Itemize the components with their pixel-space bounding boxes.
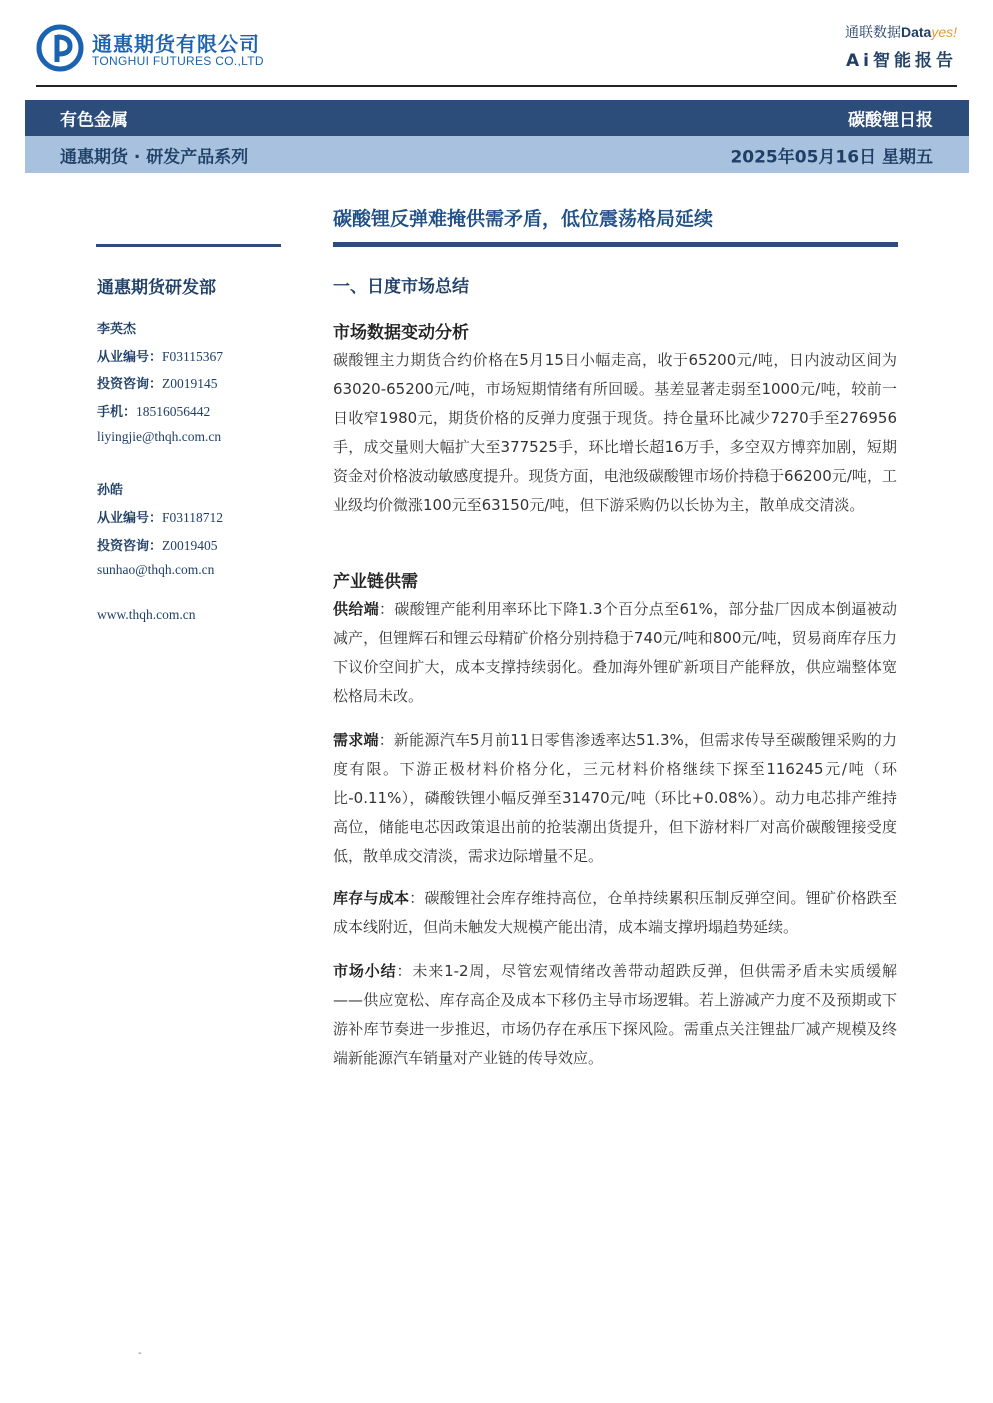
series-label: 通惠期货 · 研发产品系列 xyxy=(60,147,249,167)
website-url[interactable]: www.thqh.com.cn xyxy=(97,607,196,622)
report-type-label: 碳酸锂日报 xyxy=(848,110,933,131)
datayes-logo xyxy=(817,22,957,72)
analyst-phone xyxy=(97,401,210,420)
subsection-title: 产业链供需 xyxy=(333,572,418,592)
header-band-dark xyxy=(25,100,969,136)
footer-mark: - xyxy=(138,1348,142,1359)
license-value: F03118712 xyxy=(162,510,224,525)
supply-label: 供给端 xyxy=(333,600,380,618)
analyst-name: 李英杰 xyxy=(97,322,137,337)
title-divider xyxy=(333,242,898,247)
department-name: 通惠期货研发部 xyxy=(97,278,216,298)
summary-label: 市场小结 xyxy=(333,962,397,980)
consult-label: 投资咨询： xyxy=(97,377,163,392)
company-name-cn: 通惠期货有限公司 xyxy=(92,32,260,56)
analyst-consult xyxy=(97,373,218,392)
paragraph-demand xyxy=(333,726,897,871)
inventory-text: ：碳酸锂社会库存维持高位，仓单持续累积压制反弹空间。锂矿价格跌至成本线附近，但尚未触发大规模产能出清，成本端支撑坍塌趋势延续。 xyxy=(333,889,897,936)
subsection-title: 市场数据变动分析 xyxy=(333,323,469,343)
analyst-license xyxy=(97,346,223,365)
license-value: F03115367 xyxy=(162,349,224,364)
company-logo xyxy=(36,24,276,74)
analyst-consult xyxy=(97,535,218,554)
analyst-email[interactable] xyxy=(97,562,214,578)
consult-value: Z0019405 xyxy=(162,538,218,553)
datayes-brand-text: Data xyxy=(900,24,932,40)
license-label: 从业编号： xyxy=(97,350,163,365)
report-title: 碳酸锂反弹难掩供需矛盾，低位震荡格局延续 xyxy=(333,208,714,230)
report-date: 2025年05月16日 星期五 xyxy=(730,147,933,167)
company-name-en: TONGHUI FUTURES CO.,LTD xyxy=(92,54,264,68)
paragraph-summary xyxy=(333,957,897,1073)
website-link[interactable] xyxy=(97,607,195,623)
header-band-light xyxy=(25,136,969,173)
analyst-name: 孙皓 xyxy=(97,483,124,498)
license-label: 从业编号： xyxy=(97,511,163,526)
tonghui-logo-icon xyxy=(36,24,84,72)
consult-value: Z0019145 xyxy=(162,376,218,391)
email-link[interactable]: liyingjie@thqh.com.cn xyxy=(97,429,222,444)
category-label: 有色金属 xyxy=(60,110,128,131)
datayes-suffix: yes! xyxy=(931,24,957,40)
phone-value: 18516056442 xyxy=(136,404,211,419)
analyst-email[interactable] xyxy=(97,429,221,445)
header-divider xyxy=(36,85,957,87)
supply-text: ：碳酸锂产能利用率环比下降1.3个百分点至61%，部分盐厂因成本倒逼被动减产，但锂辉石和锂云母精矿价格分别持稳于740元/吨和800元/吨，贸易商库存压力下议价空间扩大，成本支撑持续弱化。叠加海外锂矿新项目产能释放，供应端整体宽松格局未改。 xyxy=(333,600,897,705)
demand-text: ：新能源汽车5月前11日零售渗透率达51.3%，但需求传导至碳酸锂采购的力度有限。下游正极材料价格分化，三元材料价格继续下探至116245元/吨（环比-0.11%），磷酸铁锂小幅反弹至31470元/吨（环比+0.08%）。动力电芯排产维持高位，储能电芯因政策退出前的抢装潮出货提升，但下游材料厂对高价碳酸锂接受度低，散单成交清淡，需求边际增量不足。 xyxy=(333,731,897,865)
email-link[interactable]: sunhao@thqh.com.cn xyxy=(97,562,215,577)
paragraph-market-data: 碳酸锂主力期货合约价格在5月15日小幅走高，收于65200元/吨，日内波动区间为63020-65200元/吨，市场短期情绪有所回暖。基差显著走弱至1000元/吨，较前一日收窄1980元，期货价格的反弹力度强于现货。持仓量环比减少7270手至276956手，成交量则大幅扩大至377525手，环比增长超16万手，多空双方博弈加剧，短期资金对价格波动敏感度提升。现货方面，电池级碳酸锂市场价持稳于66200元/吨，工业级均价微涨100元至63150元/吨，但下游采购仍以长协为主，散单成交清淡。 xyxy=(333,351,897,514)
inventory-label: 库存与成本 xyxy=(333,889,410,907)
analyst-license xyxy=(97,507,223,526)
paragraph-supply xyxy=(333,595,897,711)
demand-label: 需求端 xyxy=(333,731,379,749)
ai-report-label: Ai智能报告 xyxy=(846,51,957,71)
phone-label: 手机： xyxy=(97,405,137,420)
consult-label: 投资咨询： xyxy=(97,539,163,554)
datayes-prefix: 通联数据 xyxy=(844,25,901,41)
sidebar-divider xyxy=(96,244,281,247)
summary-text: ：未来1-2周，尽管宏观情绪改善带动超跌反弹，但供需矛盾未实质缓解——供应宽松、库存高企及成本下移仍主导市场逻辑。若上游减产力度不及预期或下游补库节奏进一步推迟，市场仍存在承压下探风险。需重点关注锂盐厂减产规模及终端新能源汽车销量对产业链的传导效应。 xyxy=(333,962,897,1067)
datayes-brand xyxy=(817,22,957,42)
section-title: 一、日度市场总结 xyxy=(333,277,469,297)
paragraph-inventory xyxy=(333,884,897,942)
